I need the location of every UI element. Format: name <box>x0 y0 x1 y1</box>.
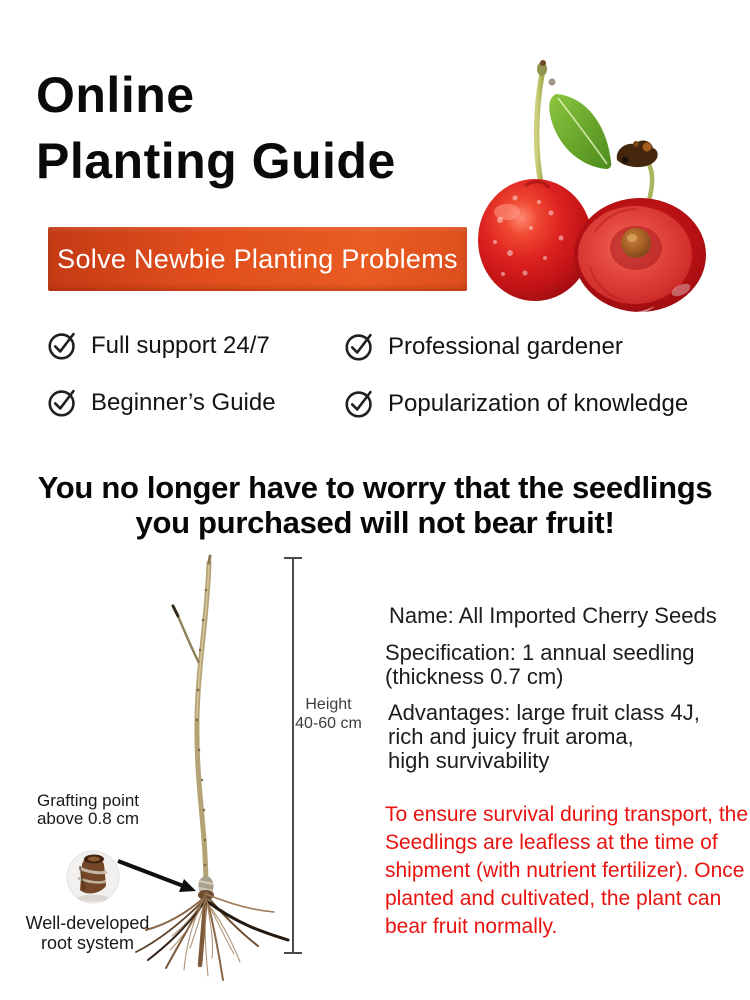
feature-full-support <box>47 330 270 361</box>
product-advantages <box>385 701 745 773</box>
headline-line2: you purchased will not bear fruit! <box>135 505 615 540</box>
height-annotation <box>292 695 365 733</box>
shipping-note-line1: To ensure survival during transport, the <box>385 803 749 826</box>
shipping-note-line3: shipment (with nutrient fertilizer). Once <box>385 859 745 882</box>
check-circle-icon <box>344 388 375 419</box>
graft-arrow <box>118 861 196 892</box>
page-title-line2: Planting Guide <box>36 133 396 189</box>
headline-line1: You no longer have to worry that the seedlings <box>37 470 713 505</box>
product-spec-line1: Specification: 1 annual seedling <box>385 640 695 665</box>
page-title-line1: Online <box>36 67 195 123</box>
product-info <box>385 603 745 773</box>
product-spec-line2: (thickness 0.7 cm) <box>385 664 564 689</box>
product-adv-line1: Advantages: large fruit class 4J, <box>388 700 700 725</box>
feature-label: Full support 24/7 <box>91 331 270 359</box>
promo-banner-label: Solve Newbie Planting Problems <box>57 244 458 274</box>
grafting-annotation <box>15 792 161 827</box>
shipping-note-line5: bear fruit normally. <box>385 915 558 938</box>
check-circle-icon <box>47 330 78 361</box>
shipping-note-line2: Seedlings are leafless at the time of <box>385 831 718 854</box>
feature-label: Beginner’s Guide <box>91 388 276 416</box>
feature-beginners-guide <box>47 387 276 418</box>
root-label-line2: root system <box>40 933 135 953</box>
product-specification <box>385 641 745 689</box>
check-circle-icon <box>344 331 375 362</box>
shipping-note-line4: planted and cultivated, the plant can <box>385 887 722 910</box>
product-name: Name: All Imported Cherry Seeds <box>389 603 717 628</box>
check-circle-icon <box>47 387 78 418</box>
product-adv-line3: high survivability <box>388 748 550 773</box>
root-system-annotation <box>5 913 170 953</box>
product-adv-line2: rich and juicy fruit aroma, <box>388 724 634 749</box>
feature-professional-gardener <box>344 331 623 362</box>
page-title <box>36 62 396 194</box>
feature-label: Popularization of knowledge <box>388 389 689 417</box>
root-label-line1: Well-developed <box>25 913 150 933</box>
grafting-label-line2: above 0.8 cm <box>36 808 140 828</box>
height-label-line2: 40-60 cm <box>295 715 362 732</box>
grafting-label-line1: Grafting point <box>36 791 140 810</box>
headline <box>0 470 750 540</box>
promo-banner <box>48 227 467 291</box>
height-measure-line <box>284 558 302 953</box>
cherry-image <box>455 52 750 324</box>
height-label-line1: Height <box>305 696 352 713</box>
graft-closeup-inset <box>67 851 119 903</box>
shipping-note <box>385 801 749 941</box>
feature-popularization <box>344 388 688 419</box>
feature-label: Professional gardener <box>388 332 623 360</box>
